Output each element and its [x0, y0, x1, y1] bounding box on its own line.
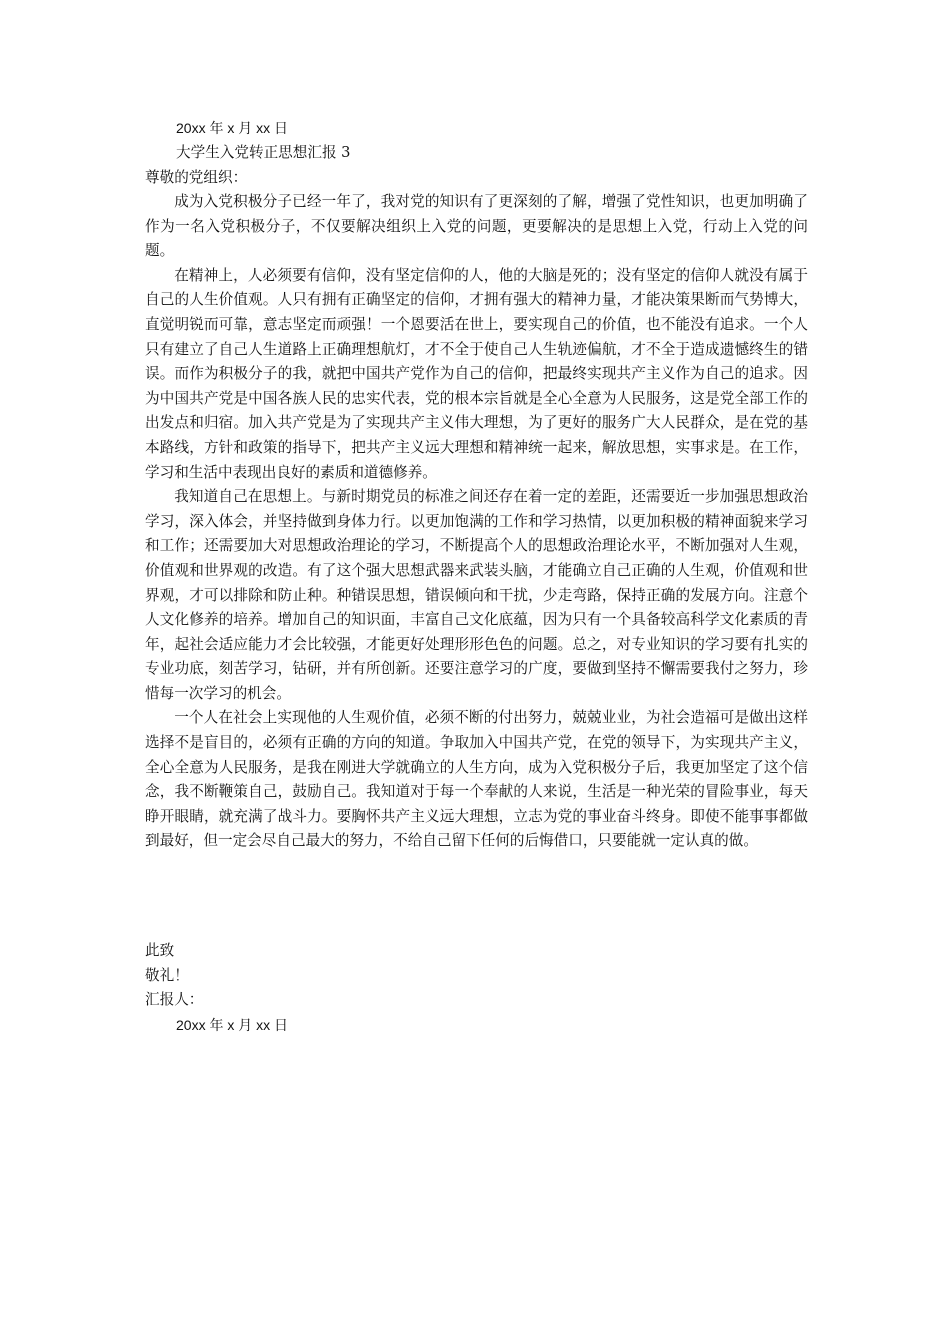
- reporter-label: 汇报人：: [145, 991, 204, 1008]
- document-title: 大学生入党转正思想汇报 3: [176, 144, 351, 161]
- salutation: 尊敬的党组织：: [145, 169, 248, 186]
- top-date: 20xx 年 x 月 xx 日: [176, 120, 289, 136]
- paragraph-4: 一个人在社会上实现他的人生观价值，必须不断的付出努力，兢兢业业，为社会造福可是做出这样选择不是盲目的，必须有正确的方向的知道。争取加入中国共产党，在党的领导下，为实现共产主义，全心全意为人民服务，是我在刚进大学就确立的人生方向，成为入党积极分子后，我更加坚定了这个信念，我不断鞭策自己，鼓励自己。我知道对于每一个奉献的人来说，生活是一种光荣的冒险事业，每天睁开眼睛，就充满了战斗力。要胸怀共产主义远大理想，立志为党的事业奋斗终身。即使不能事事都做到最好，但一定会尽自己最大的努力，不给自己留下任何的后悔借口，只要能就一定认真的做。: [145, 709, 808, 850]
- closing-1: 此致: [145, 942, 175, 959]
- closing-2: 敬礼！: [145, 967, 189, 984]
- paragraph-2: 在精神上，人必须要有信仰，没有坚定信仰的人，他的大脑是死的；没有坚定的信仰人就没有属于自己的人生价值观。人只有拥有正确坚定的信仰，才拥有强大的精神力量，才能决策果断而气势博大，直觉明锐而可靠，意志坚定而顽强！一个恩要活在世上，要实现自己的价值，也不能没有追求。一个人只有建立了自己人生道路上正确理想航灯，才不全于使自己人生轨迹偏航，才不全于造成遗憾终生的错误。而作为积极分子的我，就把中国共产党作为自己的信仰，把最终实现共产主义作为自己的追求。因为中国共产党是中国各族人民的忠实代表，党的根本宗旨就是全心全意为人民服务，这是党全部工作的出发点和归宿。加入共产党是为了实现共产主义伟大理想，为了更好的服务广大人民群众，是在党的基本路线，方针和政策的指导下，把共产主义远大理想和精神统一起来，解放思想，实事求是。在工作，学习和生活中表现出良好的素质和道德修养。: [145, 266, 808, 481]
- paragraph-3: 我知道自己在思想上。与新时期党员的标准之间还存在着一定的差距，还需要近一步加强思想政治学习，深入体会，并坚持做到身体力行。以更加饱满的工作和学习热情，以更加积极的精神面貌来学习和工作；还需要加大对思想政治理论的学习，不断提高个人的思想政治理论水平，不断加强对人生观，价值观和世界观的改造。有了这个强大思想武器来武装头脑，才能确立自己正确的人生观，价值观和世界观，才可以排除和防止种。种错误思想，错误倾向和干扰，少走弯路，保持正确的发展方向。注意个人文化修养的培养。增加自己的知识面，丰富自己文化底蕴，因为只有一个具备较高科学文化素质的青年，起社会适应能力才会比较强，才能更好处理形形色色的问题。总之，对专业知识的学习要有扎实的专业功底，刻苦学习，钻研，并有所创新。还要注意学习的广度，要做到坚持不懈需要我付之努力，珍惜每一次学习的机会。: [145, 488, 808, 702]
- body-text: [145, 190, 808, 854]
- paragraph-1: 成为入党积极分子已经一年了，我对党的知识有了更深刻的了解，增强了党性知识，也更加明确了作为一名入党积极分子，不仅要解决组织上入党的问题，更要解决的是思想上入党，行动上入党的问题。: [145, 193, 808, 260]
- bottom-date: 20xx 年 x 月 xx 日: [176, 1017, 289, 1033]
